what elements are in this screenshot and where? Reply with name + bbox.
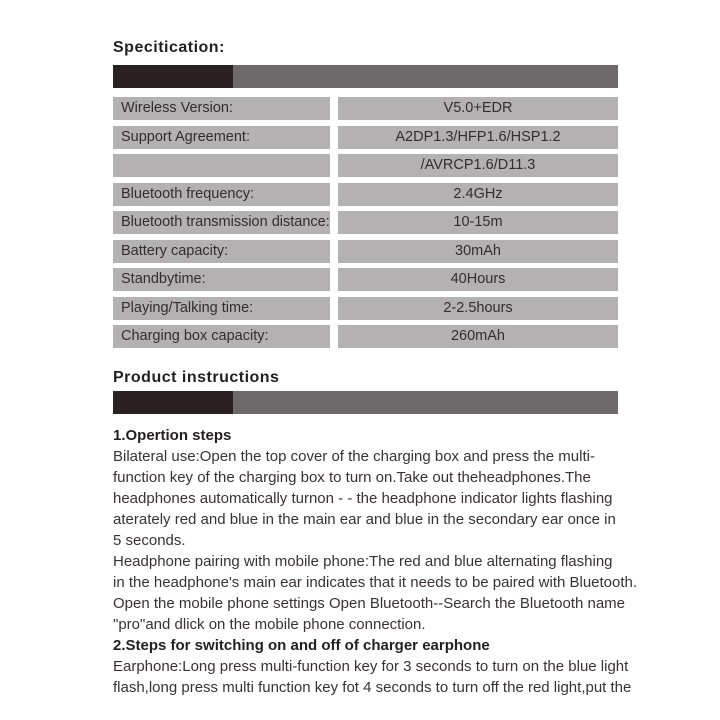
specification-table [113,97,618,348]
instruction-line: in the headphone's main ear indicates that it needs to be paired with Bluetooth. [113,574,638,591]
spec-label-wireless-version: Wireless Version: [113,97,330,120]
divider-bar-dark-segment [113,65,233,88]
spec-label-support-agreement: Support Agreement: [113,126,330,149]
instruction-line: headphones automatically turnon - - the headphone indicator lights flashing [113,490,613,507]
section-divider-bar [113,65,618,88]
instruction-line: flash,long press multi function key fot 4 seconds to turn off the red light,put the [113,679,632,696]
divider-bar-dark-segment [113,391,233,414]
specification-heading: Specitication: [113,39,225,56]
spec-label-bluetooth-frequency: Bluetooth frequency: [113,183,330,206]
spec-value-bluetooth-frequency: 2.4GHz [338,183,618,206]
instruction-line: Earphone:Long press multi-function key for 3 seconds to turn on the blue light [113,658,629,675]
instructions-text-block [113,425,638,698]
table-row [113,154,618,177]
section-divider-bar [113,391,618,414]
spec-value-support-agreement: A2DP1.3/HFP1.6/HSP1.2 [338,126,618,149]
spec-value-battery-capacity: 30mAh [338,240,618,263]
spec-label-battery-capacity: Battery capacity: [113,240,330,263]
spec-label-empty [113,154,330,177]
table-row [113,240,618,263]
instruction-line: 5 seconds. [113,532,186,549]
product-instructions-heading: Product instructions [113,369,280,386]
spec-value-playing-talking-time: 2-2.5hours [338,297,618,320]
spec-value-wireless-version: V5.0+EDR [338,97,618,120]
table-row [113,183,618,206]
table-row [113,325,618,348]
table-row [113,268,618,291]
spec-label-transmission-distance: Bluetooth transmission distance: [113,211,330,234]
instruction-line: function key of the charging box to turn on.Take out theheadphones.The [113,469,591,486]
spec-value-standby-time: 40Hours [338,268,618,291]
spec-label-charging-box-capacity: Charging box capacity: [113,325,330,348]
spec-value-support-agreement-cont: /AVRCP1.6/D11.3 [338,154,618,177]
instruction-line: "pro"and dlick on the mobile phone connection. [113,616,426,633]
instruction-step-title-1: 1.Opertion steps [113,427,232,444]
page-content [113,38,638,698]
instruction-line: aterately red and blue in the main ear and blue in the secondary ear once in [113,511,616,528]
table-row [113,297,618,320]
spec-value-charging-box-capacity: 260mAh [338,325,618,348]
instructions-heading-wrap [113,368,618,388]
table-row [113,211,618,234]
instruction-line: Headphone pairing with mobile phone:The red and blue alternating flashing [113,553,613,570]
instruction-step-title-2: 2.Steps for switching on and off of charger earphone [113,637,490,654]
table-row [113,126,618,149]
spec-value-transmission-distance: 10-15m [338,211,618,234]
table-row [113,97,618,120]
spec-label-standby-time: Standbytime: [113,268,330,291]
spec-label-playing-talking-time: Playing/Talking time: [113,297,330,320]
instruction-line: Bilateral use:Open the top cover of the charging box and press the multi- [113,448,595,465]
instruction-line: Open the mobile phone settings Open Bluetooth--Search the Bluetooth name [113,595,625,612]
